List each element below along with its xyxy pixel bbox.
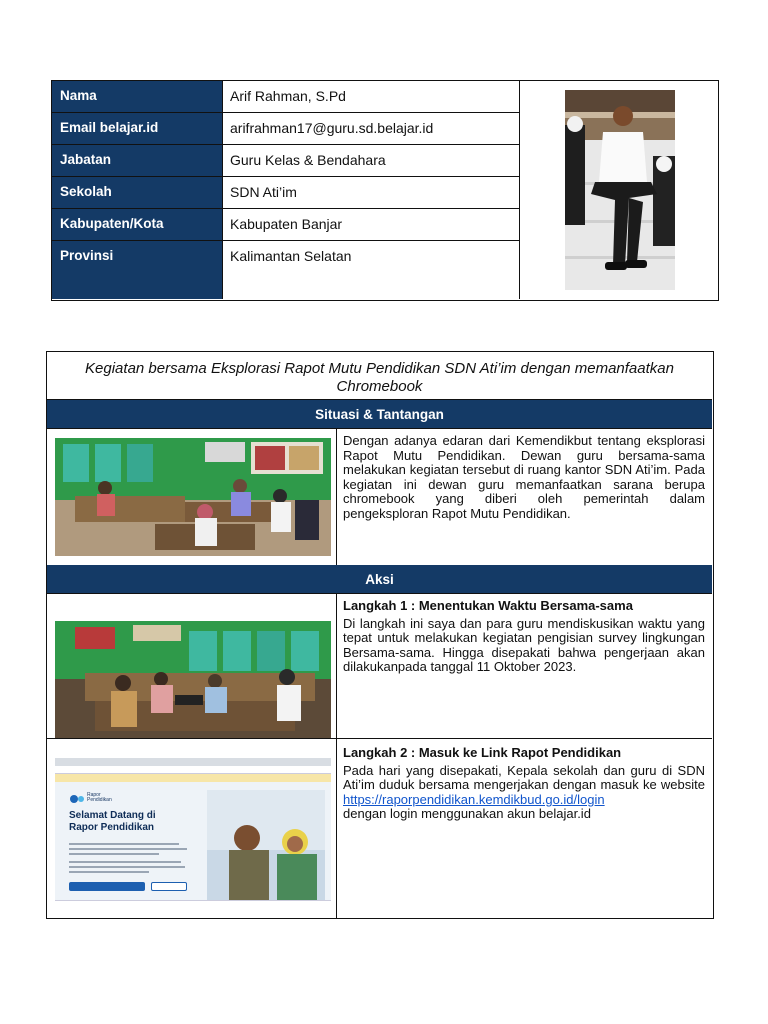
step1-title: Langkah 1 : Menentukan Waktu Bersama-sama xyxy=(343,598,633,613)
profile-label: Jabatan xyxy=(52,145,223,176)
rapor-screenshot xyxy=(55,758,331,910)
profile-label: Kabupaten/Kota xyxy=(52,209,223,240)
profile-label: Nama xyxy=(52,81,223,112)
login-button[interactable] xyxy=(69,882,145,891)
action-header: Aksi xyxy=(47,565,712,594)
profile-row-email xyxy=(52,113,519,145)
situation-photo-cell xyxy=(47,429,337,565)
teachers-office-photo xyxy=(55,438,331,556)
activity-table xyxy=(46,351,714,919)
step2-text-before: Pada hari yang disepakati, Kepala sekolah dan guru di SDN Ati’im duduk bersama mengerjakan dengan masuk ke website xyxy=(343,762,705,793)
step2-text-cell xyxy=(337,739,712,918)
profile-value: Kabupaten Banjar xyxy=(230,216,343,232)
secondary-button[interactable] xyxy=(151,882,187,891)
profile-table xyxy=(51,80,719,301)
logo-text: Rapor Pendidikan xyxy=(87,792,112,803)
step2-text xyxy=(343,764,705,808)
step1-text: Di langkah ini saya dan para guru mendiskusikan waktu yang tepat untuk melakukan kegiatan pengisian survey lingkungan Bersama-sama. Hingga disepakati bahwa pengerjaan akan dilakukanpada tanggal 11 Oktober 2023. xyxy=(343,615,705,675)
situation-header: Situasi & Tantangan xyxy=(47,400,712,429)
profile-row-nama xyxy=(52,81,519,113)
profile-photo-cell xyxy=(519,81,718,299)
step2-photo-cell xyxy=(47,739,337,918)
profile-value: arifrahman17@guru.sd.belajar.id xyxy=(230,120,434,136)
profile-value: Guru Kelas & Bendahara xyxy=(230,152,386,168)
profile-label: Sekolah xyxy=(52,177,223,208)
profile-value: SDN Ati’im xyxy=(230,184,297,200)
step2-text-after: dengan login menggunakan akun belajar.id xyxy=(343,806,591,822)
site-logo xyxy=(69,792,129,804)
welcome-title-line2: Rapor Pendidikan xyxy=(69,822,155,833)
step1-text-cell xyxy=(337,594,712,738)
notice-banner xyxy=(55,774,331,782)
situation-text-cell xyxy=(337,429,712,565)
profile-row-sekolah xyxy=(52,177,519,209)
profile-value: Arif Rahman, S.Pd xyxy=(230,88,346,104)
profile-row-jabatan xyxy=(52,145,519,177)
step1-photo-cell xyxy=(47,594,337,738)
situation-text: Dengan adanya edaran dari Kemendikbut tentang eksplorasi Rapot Mutu Pendidikan. Dewan guru bersama-sama melakukan kegiatan tersebut di ruang kantor SDN Ati’im. Pada kegiatan ini dewan guru memanfaatkan sarana berupa chromebook yang diberi oleh pemerintah dalam pengeksploran Rapot Mutu Pendidikan. xyxy=(343,433,705,521)
profile-label: Provinsi xyxy=(52,241,223,299)
rapor-logo-icon xyxy=(69,793,85,805)
step2-title: Langkah 2 : Masuk ke Link Rapot Pendidikan xyxy=(343,745,622,760)
profile-value: Kalimantan Selatan xyxy=(230,248,352,264)
activity-title: Kegiatan bersama Eksplorasi Rapot Mutu Pendidikan SDN Ati’im dengan memanfaatkan Chromebook xyxy=(47,352,712,400)
rapor-pendidikan-link[interactable]: https://raporpendidikan.kemdikbud.go.id/login xyxy=(343,791,605,807)
intro-text-lines xyxy=(69,840,189,876)
profile-label: Email belajar.id xyxy=(52,113,223,144)
people-photo xyxy=(207,790,325,900)
discussion-photo xyxy=(55,621,331,739)
welcome-title-line1: Selamat Datang di xyxy=(69,810,156,821)
taskbar xyxy=(55,900,331,910)
profile-photo xyxy=(565,90,675,290)
profile-row-provinsi xyxy=(52,241,519,299)
browser-address-bar xyxy=(55,766,331,774)
browser-tabs xyxy=(55,758,331,766)
profile-row-kabupaten xyxy=(52,209,519,241)
